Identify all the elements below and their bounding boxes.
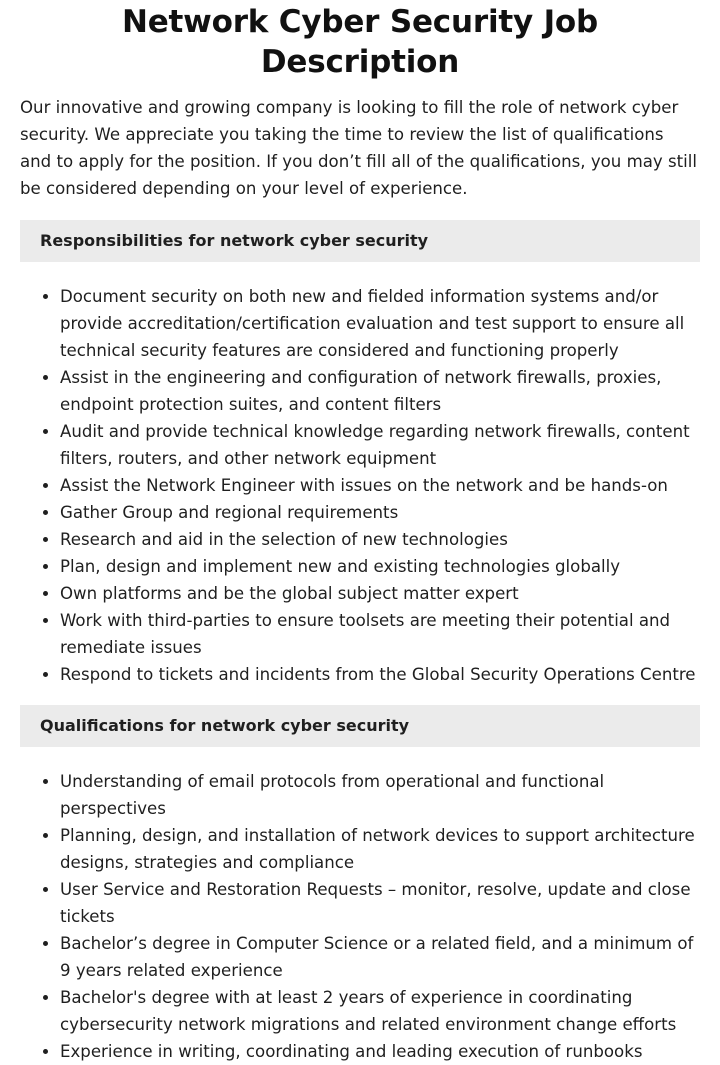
qualifications-section <box>20 705 700 1065</box>
list-item: • Assist in the engineering and configuration of network firewalls, proxies, endpoint protection suites, and content filters <box>60 364 700 418</box>
list-item: • Respond to tickets and incidents from the Global Security Operations Centre <box>60 661 700 688</box>
list-item: • Assist the Network Engineer with issues on the network and be hands-on <box>60 472 700 499</box>
page-title: Network Cyber Security Job Description <box>121 4 599 80</box>
list-item: • Experience in writing, coordinating and leading execution of runbooks <box>60 1038 700 1065</box>
list-item: • Plan, design and implement new and existing technologies globally <box>60 553 700 580</box>
intro-paragraph: Our innovative and growing company is looking to fill the role of network cyber security. We appreciate you taking the time to review the list of qualifications and to apply for the position. If you don’t fill all of the qualifications, you may still be considered depending on your level of experience. <box>20 98 697 198</box>
list-item: • Gather Group and regional requirements <box>60 499 700 526</box>
list-item: • Bachelor's degree with at least 2 years of experience in coordinating cybersecurity network migrations and related environment change efforts <box>60 984 700 1038</box>
qualifications-list <box>20 768 700 1065</box>
job-description-page <box>0 2 720 1065</box>
list-item: • User Service and Restoration Requests – monitor, resolve, update and close tickets <box>60 876 700 930</box>
list-item: • Understanding of email protocols from operational and functional perspectives <box>60 768 700 822</box>
list-item: • Bachelor’s degree in Computer Science or a related field, and a minimum of 9 years related experience <box>60 930 700 984</box>
list-item: • Own platforms and be the global subject matter expert <box>60 580 700 607</box>
responsibilities-section <box>20 220 700 688</box>
qualifications-heading: Qualifications for network cyber security <box>20 705 700 747</box>
list-item: • Document security on both new and fielded information systems and/or provide accreditation/certification evaluation and test support to ensure all technical security features are considered and functioning properly <box>60 283 700 364</box>
list-item: • Planning, design, and installation of network devices to support architecture designs, strategies and compliance <box>60 822 700 876</box>
responsibilities-heading: Responsibilities for network cyber security <box>20 220 700 262</box>
list-item: • Work with third-parties to ensure toolsets are meeting their potential and remediate issues <box>60 607 700 661</box>
responsibilities-list <box>20 283 700 688</box>
list-item: • Audit and provide technical knowledge regarding network firewalls, content filters, routers, and other network equipment <box>60 418 700 472</box>
list-item: • Research and aid in the selection of new technologies <box>60 526 700 553</box>
